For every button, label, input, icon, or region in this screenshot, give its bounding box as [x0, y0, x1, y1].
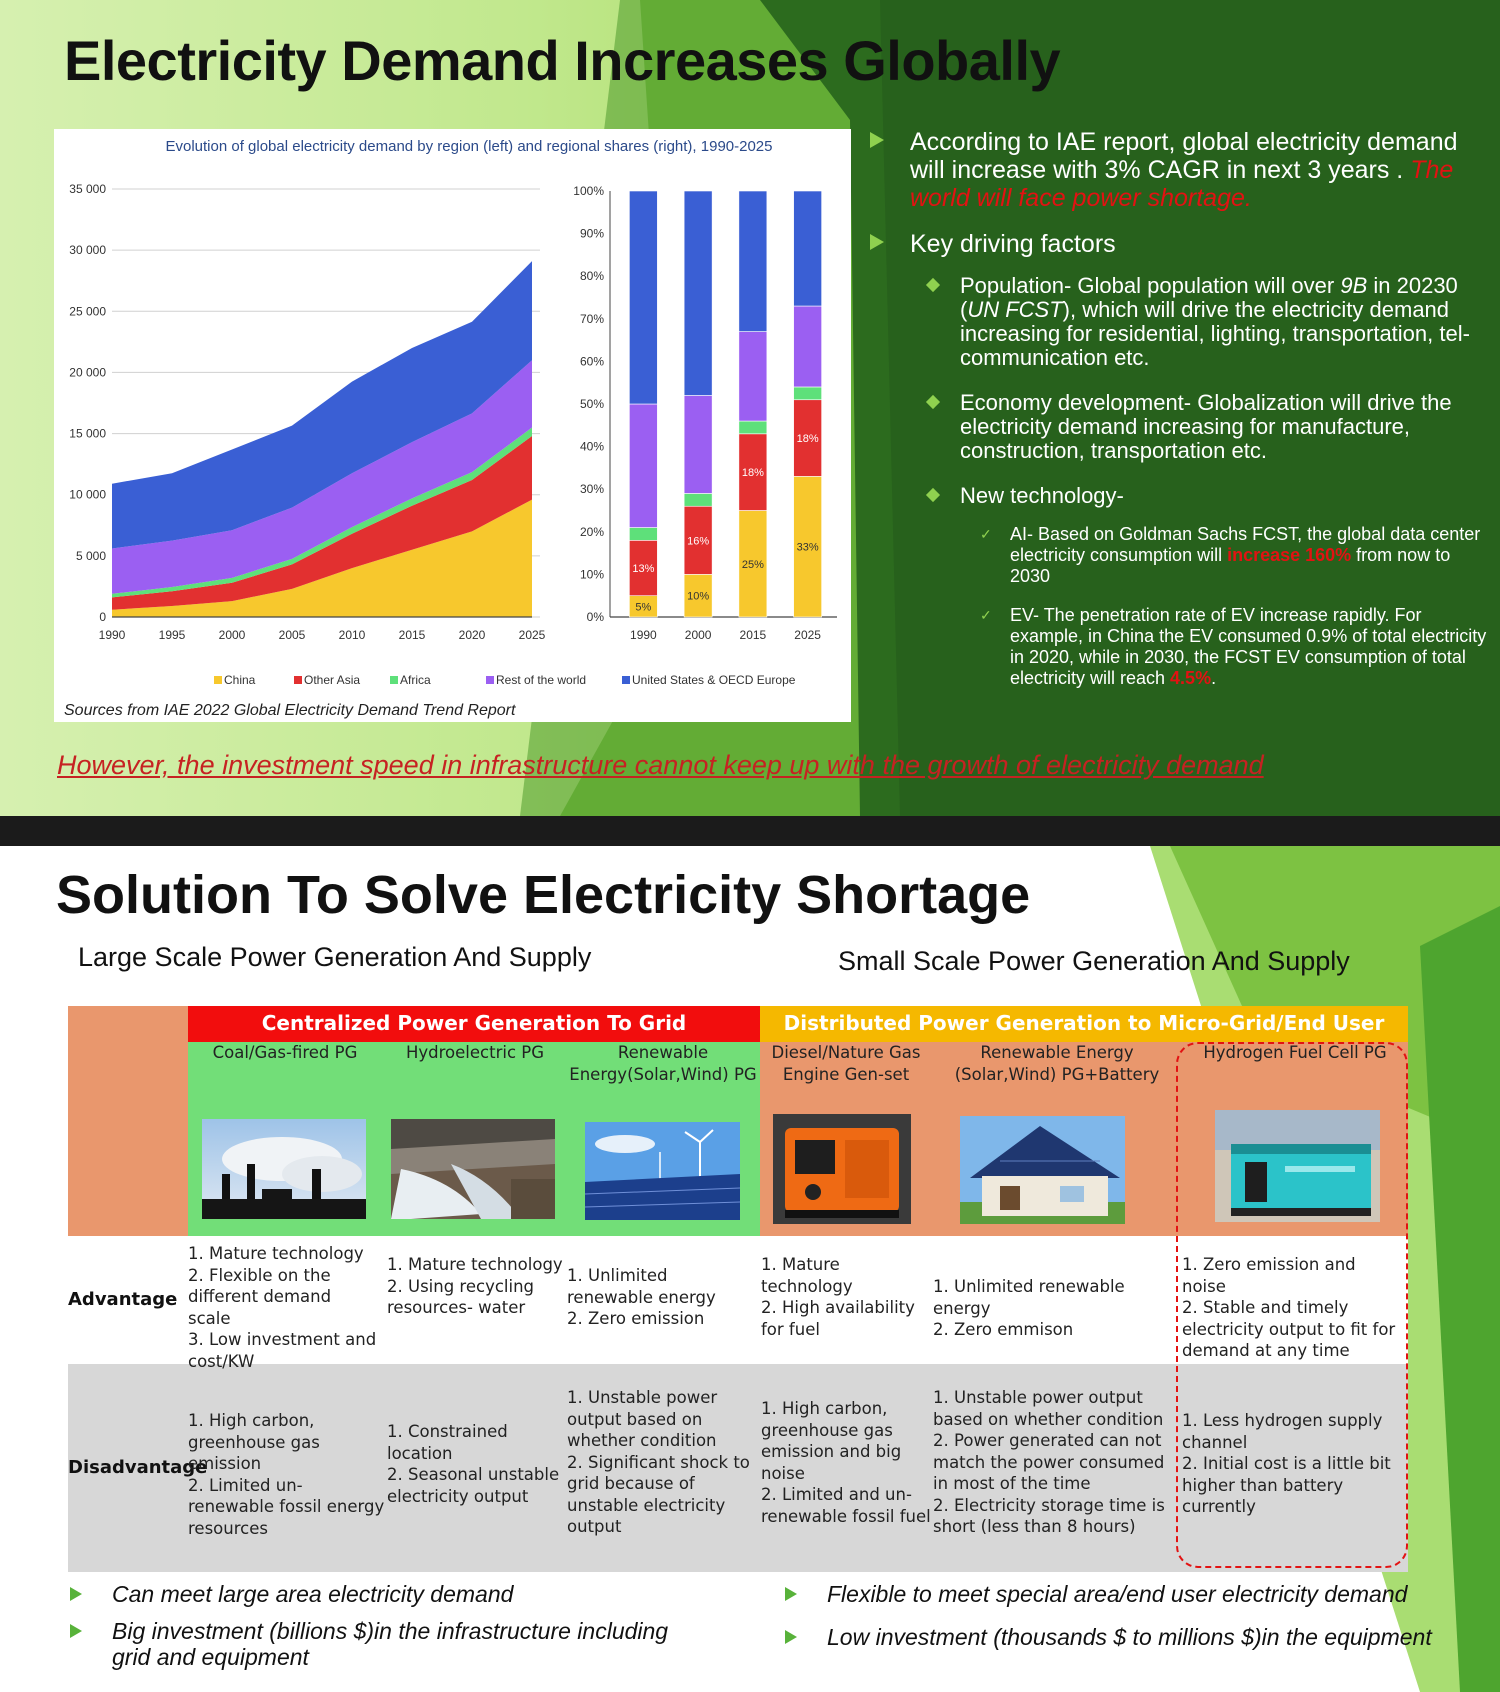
bar-segment-rest-of-the-world [794, 306, 822, 387]
area-y-tick-label: 35 000 [69, 182, 106, 196]
bar-data-label: 5% [635, 601, 652, 614]
bar-segment-united-states-oecd-europe [739, 191, 767, 332]
bar-data-label: 16% [687, 535, 710, 548]
bar-x-tick-label: 2025 [794, 628, 821, 642]
area-y-tick-label: 15 000 [69, 426, 106, 441]
diesel-genset-image [773, 1114, 911, 1224]
coal-plant-image [202, 1119, 366, 1219]
small-scale-heading: Small Scale Power Generation And Supply [838, 946, 1350, 976]
bar-segment-africa [629, 528, 657, 541]
bullet-text: Can meet large area electricity demand [112, 1581, 514, 1607]
legend-swatch [486, 676, 494, 684]
slide-divider [0, 816, 1500, 846]
bar-y-tick-label: 90% [579, 226, 604, 241]
bar-segment-united-states-oecd-europe [684, 191, 712, 395]
dis-hydrogen: 1. Less hydrogen supply channel 2. Initial cost is a little bit higher than battery currently [1182, 1411, 1391, 1516]
factor-text: Population- Global population will over [960, 273, 1341, 298]
legend-swatch [214, 676, 222, 684]
bullet-arrow-icon [870, 132, 884, 148]
bullet-arrow-icon [785, 1630, 797, 1644]
area-y-tick-label: 25 000 [69, 304, 106, 319]
bar-segment-rest-of-the-world [629, 404, 657, 528]
col-head-hydrogen: Hydrogen Fuel Cell PG [1203, 1043, 1387, 1062]
factor-text: ), which will drive the electricity demand increasing for residential, lighting, transportation, tel-communication etc. [960, 297, 1470, 370]
legend-swatch [622, 676, 630, 684]
investment-gap-statement: However, the investment speed in infrastructure cannot keep up with the growth of electricity demand [57, 750, 1264, 780]
bar-y-tick-label: 0% [586, 610, 604, 624]
factor-text: New technology- [960, 483, 1124, 508]
chart-source-note: Sources from IAE 2022 Global Electricity Demand Trend Report [64, 702, 516, 719]
bar-segment-africa [794, 387, 822, 400]
tech-text: AI- Based on Goldman Sachs FCST, the global data center electricity consumption will [1010, 524, 1481, 565]
shortage-warning: The world will face power shortage. [910, 156, 1454, 212]
bar-y-tick-label: 10% [579, 567, 604, 582]
chart-title: Evolution of global electricity demand by region (left) and regional shares (right), 1990-2025 [165, 138, 773, 155]
bar-segment-africa [684, 493, 712, 506]
population-figure: 9B [1340, 273, 1368, 298]
col-head-coal: Coal/Gas-fired PG [212, 1043, 358, 1062]
dis-solar-battery: 1. Unstable power output based on whether condition 2. Power generated can not match the power consumed in most of the time 2. Electricity storage time is short (less than 8 hours) [933, 1388, 1165, 1536]
tech-text: from now to 2030 [1010, 545, 1451, 586]
bar-data-label: 18% [796, 433, 819, 446]
factor-text: Economy development- Globalization will drive the electricity demand increasing for manufacture, construction, transportation etc. [960, 390, 1452, 463]
dis-renewable: 1. Unstable power output based on whether condition 2. Significant shock to grid because of unstable electricity output [567, 1388, 750, 1536]
central-group-title: Centralized Power Generation To Grid [261, 1011, 687, 1035]
area-x-tick-label: 2025 [518, 628, 546, 642]
bar-data-label: 10% [687, 590, 710, 603]
col-head-hydro: Hydroelectric PG [405, 1043, 544, 1062]
area-y-tick-label: 0 [99, 610, 106, 624]
area-y-tick-label: 30 000 [69, 243, 106, 258]
factor-text: in 20230 ( [960, 273, 1458, 322]
check-bullet-icon: ✓ [980, 607, 992, 623]
adv-hydrogen: 1. Zero emission and noise 2. Stable and timely electricity output to fit for demand at any time [1182, 1255, 1396, 1360]
bar-segment-rest-of-the-world [684, 395, 712, 493]
area-x-tick-label: 2005 [278, 628, 306, 642]
bullet-arrow-icon [785, 1587, 797, 1601]
bar-segment-africa [739, 421, 767, 434]
bar-data-label: 25% [741, 558, 764, 571]
bullet-text: Key driving factors [910, 230, 1116, 258]
bar-segment-united-states-oecd-europe [629, 191, 657, 404]
legend-swatch [390, 676, 398, 684]
area-x-tick-label: 1990 [98, 628, 126, 642]
legend-label: United States & OECD Europe [632, 673, 796, 687]
page-title: Electricity Demand Increases Globally [64, 29, 1061, 92]
bullet-text: Flexible to meet special area/end user electricity demand [827, 1581, 1408, 1607]
legend-label: Africa [400, 673, 431, 687]
forecast-source: UN FCST [967, 297, 1063, 322]
bullet-text: According to IAE report, global electricity demand will increase with 3% CAGR in next 3 years . [910, 128, 1458, 184]
bullet-arrow-icon [70, 1587, 82, 1601]
bar-x-tick-label: 1990 [630, 628, 657, 642]
bar-y-tick-label: 30% [579, 482, 604, 497]
page-title: Solution To Solve Electricity Shortage [56, 865, 1031, 925]
advantage-label: Advantage [68, 1289, 178, 1310]
bar-y-tick-label: 100% [573, 184, 604, 198]
area-x-tick-label: 2015 [398, 628, 426, 642]
area-x-tick-label: 2020 [458, 628, 486, 642]
adv-coal: 1. Mature technology 2. Flexible on the different demand scale 3. Low investment and cost/KW [188, 1244, 377, 1371]
bar-segment-united-states-oecd-europe [794, 191, 822, 306]
area-x-tick-label: 1995 [158, 628, 186, 642]
legend-label: Rest of the world [496, 673, 587, 687]
bar-y-tick-label: 70% [579, 311, 604, 326]
col-head-renewable: Renewable Energy(Solar,Wind) PG [569, 1043, 757, 1084]
solar-wind-farm-image [585, 1122, 740, 1220]
tech-text: . [1211, 668, 1217, 688]
bullet-text: Big investment (billions $)in the infrastructure including grid and equipment [112, 1618, 669, 1670]
adv-hydro: 1. Mature technology 2. Using recycling resources- water [387, 1255, 563, 1317]
bar-data-label: 33% [796, 541, 819, 554]
slide-electricity-demand [0, 0, 1500, 816]
bar-y-tick-label: 40% [579, 439, 604, 454]
legend-swatch [294, 676, 302, 684]
bar-y-tick-label: 80% [579, 269, 604, 284]
distributed-group-title: Distributed Power Generation to Micro-Grid/End User [783, 1011, 1385, 1035]
area-x-tick-label: 2010 [338, 628, 366, 642]
dis-coal: 1. High carbon, greenhouse gas emission 2. Limited un-renewable fossil energy resources [188, 1411, 385, 1538]
bar-y-tick-label: 60% [579, 354, 604, 369]
area-y-tick-label: 5 000 [75, 548, 106, 563]
ev-share-figure: 4.5% [1170, 668, 1212, 688]
bar-data-label: 18% [741, 467, 764, 480]
bar-x-tick-label: 2000 [684, 628, 712, 642]
bar-y-tick-label: 20% [579, 524, 604, 539]
solar-house-image [960, 1116, 1125, 1224]
check-bullet-icon: ✓ [980, 526, 992, 542]
bullet-text: Low investment (thousands $ to millions $)in the equipment [827, 1624, 1432, 1650]
bullet-arrow-icon [870, 234, 884, 250]
area-y-tick-label: 10 000 [69, 487, 106, 502]
adv-solar-battery: 1. Unlimited renewable energy 2. Zero emmison [933, 1277, 1125, 1339]
bullet-arrow-icon [70, 1624, 82, 1638]
slide-solution [0, 846, 1500, 1692]
adv-renewable: 1. Unlimited renewable energy 2. Zero emission [567, 1266, 716, 1328]
bar-segment-rest-of-the-world [739, 332, 767, 421]
adv-diesel: 1. Mature technology 2. High availability for fuel [761, 1255, 915, 1339]
tech-text: EV- The penetration rate of EV increase rapidly. For example, in China the EV consumed 0.9% of total electricity in 2020, while in 2030, the FCST EV consumption of total electricity will reach [1010, 605, 1487, 688]
legend-label: Other Asia [304, 673, 361, 687]
demand-chart [54, 129, 851, 722]
col-head-solar-battery: Renewable Energy (Solar,Wind) PG+Battery [954, 1043, 1160, 1084]
disadvantage-label: Disadvantage [68, 1457, 208, 1478]
hydrogen-highlight [1176, 1042, 1408, 1568]
bar-y-tick-label: 50% [579, 397, 604, 411]
col-head-diesel: Diesel/Nature Gas Engine Gen-set [771, 1043, 921, 1084]
area-x-tick-label: 2000 [218, 628, 246, 642]
large-scale-heading: Large Scale Power Generation And Supply [78, 942, 592, 972]
legend-label: China [224, 673, 256, 687]
dis-diesel: 1. High carbon, greenhouse gas emission and big noise 2. Limited and un-renewable fossil fuel [761, 1399, 931, 1526]
dis-hydro: 1. Constrained location 2. Seasonal unstable electricity output [387, 1422, 560, 1506]
bar-data-label: 13% [632, 563, 655, 576]
ai-growth-figure: increase 160% [1227, 545, 1352, 565]
demand-chart-panel [54, 129, 851, 722]
bar-x-tick-label: 2015 [739, 628, 767, 642]
hydro-dam-image [391, 1119, 555, 1219]
area-y-tick-label: 20 000 [69, 365, 106, 380]
